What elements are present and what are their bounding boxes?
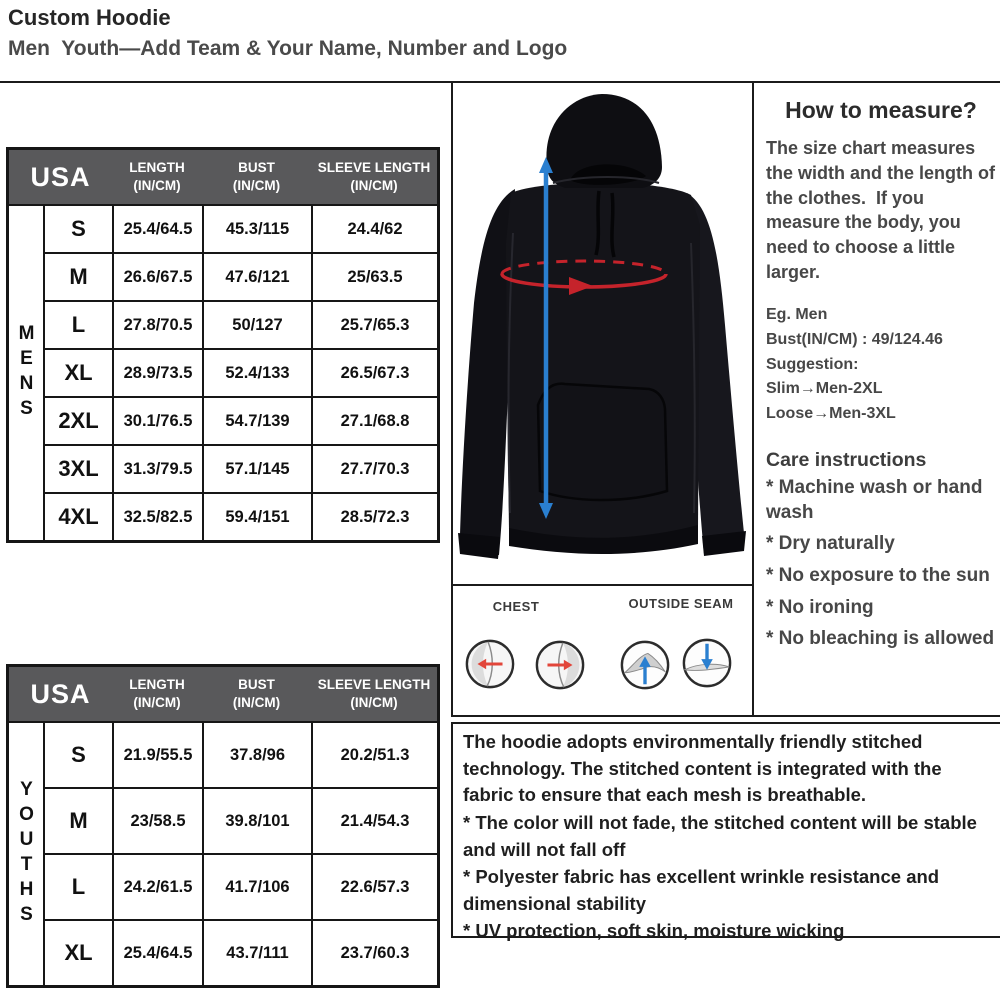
length-cell: 28.9/73.5 bbox=[114, 350, 202, 396]
size-suggestion-example bbox=[766, 303, 996, 427]
size-cell: 3XL bbox=[45, 446, 112, 492]
size-cell: M bbox=[45, 254, 112, 300]
youths-group-label: YOUTHS bbox=[16, 779, 37, 929]
sleeve-cell: 22.6/57.3 bbox=[313, 855, 437, 919]
sleeve-cell: 25/63.5 bbox=[313, 254, 437, 300]
page-title: Custom Hoodie bbox=[8, 5, 171, 30]
bust-cell: 50/127 bbox=[204, 302, 311, 348]
mens-size-table bbox=[6, 147, 440, 543]
bust-column-header: BUST (IN/CM) bbox=[232, 677, 281, 710]
bust-column-header: BUST (IN/CM) bbox=[232, 160, 281, 193]
length-cell: 27.8/70.5 bbox=[114, 302, 202, 348]
description-line: * The color will not fade, the stitched content will be stable and will not fall off bbox=[463, 811, 977, 860]
sleeve-cell: 26.5/67.3 bbox=[313, 350, 437, 396]
outside-seam-down-icon bbox=[681, 637, 733, 689]
sleeve-cell: 23.7/60.3 bbox=[313, 921, 437, 985]
example-line: Loose→Men-3XL bbox=[766, 405, 896, 423]
care-item: * No ironing bbox=[766, 596, 874, 618]
usa-header-label: USA bbox=[30, 161, 91, 192]
bust-cell: 57.1/145 bbox=[204, 446, 311, 492]
page-subtitle: Men Youth—Add Team & Your Name, Number and Logo bbox=[8, 37, 568, 60]
chest-width-right-icon bbox=[534, 639, 586, 691]
bust-cell: 39.8/101 bbox=[204, 789, 311, 853]
example-line: Suggestion: bbox=[766, 355, 859, 373]
bust-cell: 52.4/133 bbox=[204, 350, 311, 396]
sleeve-cell: 21.4/54.3 bbox=[313, 789, 437, 853]
care-instructions-list bbox=[766, 476, 996, 652]
mens-table-header bbox=[9, 150, 437, 204]
chest-label: CHEST bbox=[492, 599, 540, 614]
care-item: * Machine wash or hand wash bbox=[766, 476, 983, 523]
size-cell: S bbox=[45, 206, 112, 252]
youths-group-cell bbox=[9, 723, 43, 985]
size-cell: M bbox=[45, 789, 112, 853]
bust-cell: 41.7/106 bbox=[204, 855, 311, 919]
length-cell: 21.9/55.5 bbox=[114, 723, 202, 787]
example-line: Eg. Men bbox=[766, 305, 828, 323]
youths-table-header bbox=[9, 667, 437, 721]
sleeve-cell: 27.7/70.3 bbox=[313, 446, 437, 492]
size-cell: 2XL bbox=[45, 398, 112, 444]
mens-group-label: MENS bbox=[16, 323, 37, 423]
care-item: * No bleaching is allowed bbox=[766, 628, 995, 650]
example-line: Bust(IN/CM) : 49/124.46 bbox=[766, 330, 943, 348]
outside-seam-up-icon bbox=[619, 639, 671, 691]
length-cell: 32.5/82.5 bbox=[114, 494, 202, 540]
description-line: * UV protection, soft skin, moisture wicking bbox=[463, 920, 845, 942]
sleeve-cell: 24.4/62 bbox=[313, 206, 437, 252]
length-cell: 25.4/64.5 bbox=[114, 921, 202, 985]
icon-box-top-line bbox=[451, 584, 754, 586]
size-cell: S bbox=[45, 723, 112, 787]
bust-cell: 47.6/121 bbox=[204, 254, 311, 300]
size-cell: L bbox=[45, 302, 112, 348]
sleeve-column-header: SLEEVE LENGTH (IN/CM) bbox=[317, 677, 431, 710]
youths-size-table bbox=[6, 664, 440, 988]
length-cell: 23/58.5 bbox=[114, 789, 202, 853]
bust-cell: 37.8/96 bbox=[204, 723, 311, 787]
outside-seam-label: OUTSIDE SEAM bbox=[628, 596, 734, 611]
bust-cell: 54.7/139 bbox=[204, 398, 311, 444]
description-line: The hoodie adopts environmentally friendly stitched technology. The stitched content is integrated with the fabric to ensure that each mesh is breathable. bbox=[463, 731, 942, 806]
care-instructions-heading: Care instructions bbox=[766, 448, 927, 471]
length-cell: 30.1/76.5 bbox=[114, 398, 202, 444]
how-to-measure-heading: How to measure? bbox=[785, 97, 977, 123]
size-cell: L bbox=[45, 855, 112, 919]
description-line: * Polyester fabric has excellent wrinkle resistance and dimensional stability bbox=[463, 866, 940, 914]
sleeve-cell: 25.7/65.3 bbox=[313, 302, 437, 348]
chest-width-left-icon bbox=[464, 638, 516, 690]
product-description-panel bbox=[451, 722, 1000, 942]
example-line: Slim→Men-2XL bbox=[766, 380, 883, 398]
size-cell: XL bbox=[45, 921, 112, 985]
sleeve-cell: 20.2/51.3 bbox=[313, 723, 437, 787]
sleeve-cell: 27.1/68.8 bbox=[313, 398, 437, 444]
length-cell: 25.4/64.5 bbox=[114, 206, 202, 252]
bust-cell: 43.7/111 bbox=[204, 921, 311, 985]
length-cell: 24.2/61.5 bbox=[114, 855, 202, 919]
sleeve-column-header: SLEEVE LENGTH (IN/CM) bbox=[317, 160, 431, 193]
length-column-header: LENGTH (IN/CM) bbox=[129, 160, 185, 193]
length-cell: 26.6/67.5 bbox=[114, 254, 202, 300]
how-to-measure-body: The size chart measures the width and the length of the clothes. If you measure the body, you need to choose a little larger. bbox=[766, 138, 1000, 283]
mens-group-cell bbox=[9, 206, 43, 540]
size-cell: XL bbox=[45, 350, 112, 396]
how-to-measure-panel bbox=[754, 83, 1000, 715]
bust-cell: 45.3/115 bbox=[204, 206, 311, 252]
middle-divider-line bbox=[451, 715, 1000, 717]
sleeve-cell: 28.5/72.3 bbox=[313, 494, 437, 540]
length-column-header: LENGTH (IN/CM) bbox=[129, 677, 185, 710]
usa-header-label: USA bbox=[30, 678, 91, 709]
care-item: * Dry naturally bbox=[766, 533, 895, 555]
care-item: * No exposure to the sun bbox=[766, 565, 990, 587]
length-cell: 31.3/79.5 bbox=[114, 446, 202, 492]
hoodie-photo bbox=[453, 83, 752, 584]
size-cell: 4XL bbox=[45, 494, 112, 540]
bust-cell: 59.4/151 bbox=[204, 494, 311, 540]
